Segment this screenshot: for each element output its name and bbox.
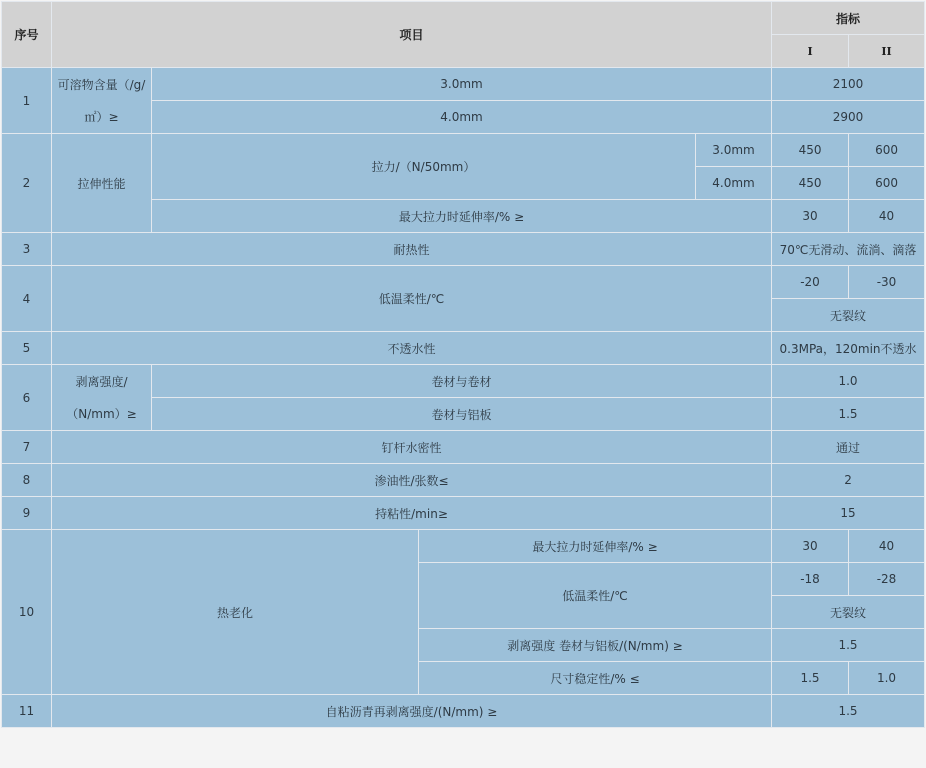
row-value: 0.3MPa，120min不透水 [772,332,925,365]
row-item-name: 剥离强度/（N/mm）≥ [52,365,152,431]
row-item-name: 耐热性 [52,233,772,266]
header-item: 项目 [52,2,772,68]
table-row [2,464,925,497]
row-subitem: 3.0mm [152,68,772,101]
row-value: 1.0 [772,365,925,398]
row-subitem: 低温柔性/℃ [419,563,772,629]
row-item-name: 不透水性 [52,332,772,365]
row-value: 2900 [772,101,925,134]
row-value-2: 40 [849,530,925,563]
row-thickness: 3.0mm [696,134,772,167]
row-subitem: 最大拉力时延伸率/% ≥ [152,200,772,233]
row-subitem: 4.0mm [152,101,772,134]
row-number: 4 [2,266,52,332]
row-subitem: 剥离强度 卷材与铝板/(N/mm) ≥ [419,629,772,662]
row-subitem: 最大拉力时延伸率/% ≥ [419,530,772,563]
row-number: 6 [2,365,52,431]
row-number: 11 [2,695,52,728]
row-subitem: 卷材与卷材 [152,365,772,398]
row-number: 7 [2,431,52,464]
row-value: 1.5 [772,398,925,431]
row-item-name: 自粘沥青再剥离强度/(N/mm) ≥ [52,695,772,728]
row-item-name: 钉杆水密性 [52,431,772,464]
header-index: 指标 [772,2,925,35]
row-value: 1.5 [772,629,925,662]
row-number: 8 [2,464,52,497]
table-row [2,332,925,365]
table-row [2,497,925,530]
header-grade-2: II [849,35,925,68]
row-subitem: 尺寸稳定性/% ≤ [419,662,772,695]
row-value-2: 600 [849,167,925,200]
row-number: 9 [2,497,52,530]
table-row [2,365,925,398]
row-value: 通过 [772,431,925,464]
row-value-1: 450 [772,134,849,167]
row-value: 无裂纹 [772,299,925,332]
row-subitem: 拉力/（N/50mm） [152,134,696,200]
row-subitem: 卷材与铝板 [152,398,772,431]
row-value: 1.5 [772,695,925,728]
row-value-2: -28 [849,563,925,596]
row-value-2: 600 [849,134,925,167]
row-value-2: -30 [849,266,925,299]
row-value: 2 [772,464,925,497]
row-item-name: 持粘性/min≥ [52,497,772,530]
table-row [2,695,925,728]
row-value: 70℃无滑动、流淌、滴落 [772,233,925,266]
row-thickness: 4.0mm [696,167,772,200]
row-number: 3 [2,233,52,266]
row-value: 15 [772,497,925,530]
table-row [2,68,925,101]
row-value-2: 1.0 [849,662,925,695]
header-seq: 序号 [2,2,52,68]
row-value-1: -18 [772,563,849,596]
row-value: 无裂纹 [772,596,925,629]
row-value-2: 40 [849,200,925,233]
table-row [2,233,925,266]
table-row [2,530,925,563]
spec-table [1,1,925,728]
row-item-name: 渗油性/张数≤ [52,464,772,497]
row-number: 5 [2,332,52,365]
table-row [2,134,925,167]
header-grade-1: I [772,35,849,68]
row-item-name: 可溶物含量（/g/㎡）≥ [52,68,152,134]
row-value-1: 1.5 [772,662,849,695]
table-row [2,431,925,464]
row-value-1: 30 [772,530,849,563]
table-row [2,266,925,299]
row-number: 2 [2,134,52,233]
row-number: 10 [2,530,52,695]
row-value-1: 30 [772,200,849,233]
row-item-name: 热老化 [52,530,419,695]
row-item-name: 低温柔性/℃ [52,266,772,332]
row-item-name: 拉伸性能 [52,134,152,233]
row-value-1: 450 [772,167,849,200]
row-number: 1 [2,68,52,134]
row-value: 2100 [772,68,925,101]
row-value-1: -20 [772,266,849,299]
